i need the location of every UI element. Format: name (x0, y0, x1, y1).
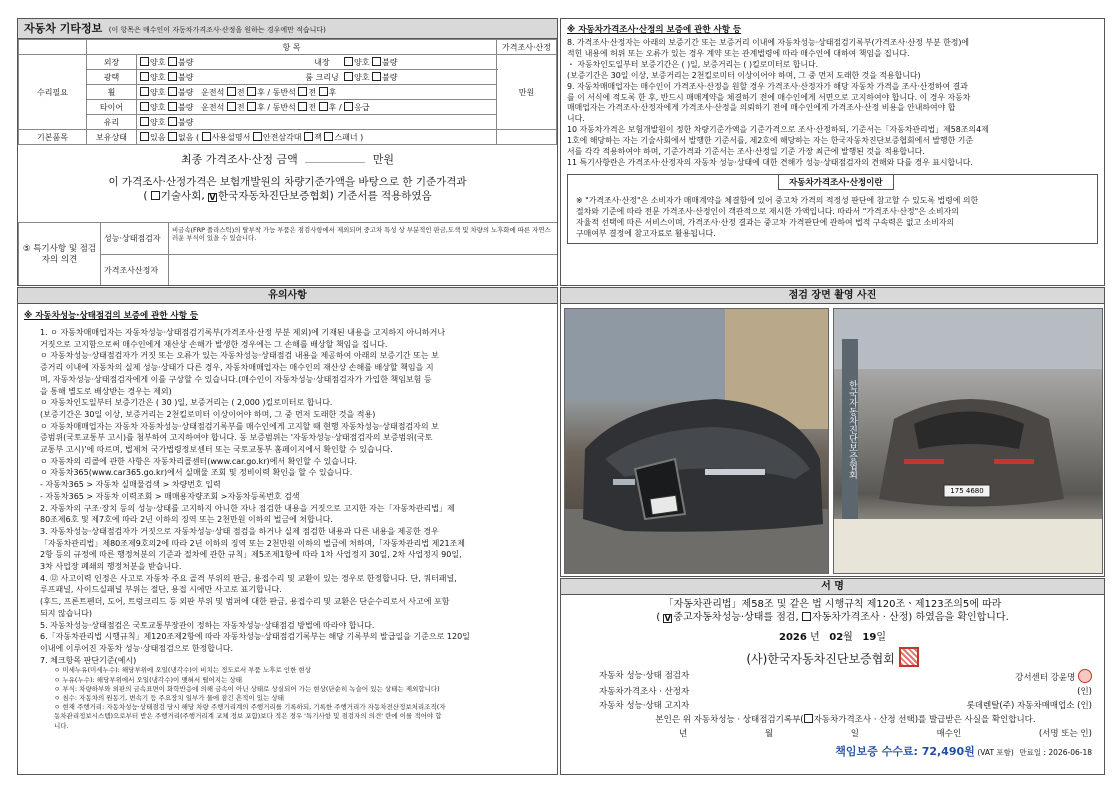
yes-label: 있음 (150, 132, 166, 142)
license-plate: 175 4680 (950, 487, 984, 495)
text-line: 매매업자는 가격조사·산정자에게 가격조사·산정을 의뢰하기 전에 매수인에게 가격조사·산정 비용을 안내하여야 합 (567, 103, 956, 113)
text-line: (후드, 프론트펜더, 도어, 트렁크리드 등 외판 부위 및 범퍼에 대한 판금, 용접수리 및 교환은 단순수리로서 사고에 포함 (40, 597, 450, 607)
kaida-label: 한국자동차진단보증협회) 기준서를 적용하였음 (218, 190, 432, 202)
final-price-label: 최종 가격조사·산정 금액 (180, 153, 298, 166)
date-day: 19 (862, 632, 877, 643)
bad-label: 불량 (382, 57, 398, 67)
row-interior-label: 내장 (314, 57, 330, 67)
bad-label: 불량 (178, 57, 194, 67)
front-label: 전 (236, 87, 245, 97)
caution-list (24, 327, 551, 666)
tire-good-checkbox[interactable] (140, 102, 149, 111)
sign-board: 한국자동차진단보증협회 (847, 379, 857, 479)
special-notes-label: ⑤ 특기사항 및 점검자의 의견 (19, 223, 101, 287)
text-line: 4. ⑫ 사고이력 인정은 사고로 자동차 주요 골격 부위의 판금, 용접수리 및 교환이 있는 경우로 한정합니다. 단, 쿼터패널, (40, 573, 457, 583)
bad-label: 불량 (382, 72, 398, 82)
appraiser-label: 가격조사산정자 (101, 255, 169, 287)
final-price-unit: 만원 (372, 153, 394, 166)
sig-appraiser-value: (인) (1077, 687, 1092, 697)
buyer-year-label: 년 (679, 729, 688, 739)
sig-inspector-label: 자동차 성능·상태 점검자 (599, 671, 690, 681)
wheel-pass-rear-checkbox[interactable] (319, 87, 328, 96)
price-notes-list (567, 38, 1098, 169)
guarantee-fee: 책임보증 수수료: 72,490원 (835, 745, 975, 758)
text-line: 절차와 기준에 따라 전문 가격조사·산정인이 객관적으로 제시한 가액입니다. 따라서 "가격조사·산정"은 소비자의 (576, 206, 959, 216)
rear-label: 후 (257, 87, 265, 97)
inspection-photo-front (564, 308, 829, 574)
price-basis-line1: 이 가격조사·산정가격은 보험개발원의 차량기준가액을 바탕으로 한 기준가격과 (108, 176, 467, 188)
inspector-label: 성능·상태점검자 (101, 223, 169, 255)
confirm-text-b: 자동차가격조사 · 산정 선택)를 발급받은 사실을 확인합니다. (813, 715, 1036, 725)
text-line: 6.「자동차관리법 시행규칙」제120조제2항에 따라 자동차성능·상태점검기록부는 해당 기록부의 발급일을 기준으로 120일 (40, 632, 470, 642)
signature-title: 서 명 (561, 579, 1104, 595)
text-line: 3차 사업장 폐쇄의 행정처분을 받습니다. (40, 562, 182, 572)
inspector-seal-icon (1078, 669, 1092, 683)
year-unit: 년 (810, 632, 820, 643)
gloss-good-checkbox[interactable] (140, 72, 149, 81)
price-notes-section (560, 18, 1105, 286)
text-line: 서를 각각 적용하여야 하며, 기준가격과 기준서는 조사·산정일 기준 가장 최근에 발행된 것을 적용합니다. (567, 147, 925, 157)
good-label: 양호 (150, 87, 166, 97)
text-line: 1호에 해당하는 자는 기술사회에서 발행한 기준서를, 제2호에 해당하는 자는 한국자동차진단보증협회에서 발행한 기준 (567, 136, 974, 146)
triangle-checkbox[interactable] (253, 132, 262, 141)
text-line: ㅇ 자동차성능·상태점검자가 거짓 또는 오류가 있는 자동차성능·상태점검 내용을 제공하여 아래의 보증기간 또는 보 (40, 351, 439, 361)
room-good-checkbox[interactable] (344, 72, 353, 81)
text-line: 동차관리정보시스템)으로부터 받은 주행거리(주행거리계 교체 정보 포함)보다 적은 경우 '특기사항 및 점검자의 의견' 란에 이를 적어야 합 (54, 712, 442, 721)
signature-date (561, 628, 1104, 643)
check-performance-label: 중고자동차성능·상태를 점검, (673, 612, 799, 623)
wheel-bad-checkbox[interactable] (168, 87, 177, 96)
tire-driver-front-checkbox[interactable] (227, 102, 236, 111)
photo-section (560, 287, 1105, 577)
tire-spare-checkbox[interactable] (344, 102, 353, 111)
spanner-checkbox[interactable] (324, 132, 333, 141)
rear-label: 후 (328, 102, 337, 112)
jack-checkbox[interactable] (304, 132, 313, 141)
text-line: 적힌 내용에 허위 또는 오류가 있는 경우 계약 또는 관계법령에 따라 매수인에 대하여 책임을 집니다. (567, 48, 910, 58)
gloss-bad-checkbox[interactable] (168, 72, 177, 81)
other-info-title: 자동차 기타정보 (24, 22, 103, 35)
text-line: 7. 체크항목 판단기준(예시) (40, 655, 137, 665)
kaida-checkbox[interactable]: V (209, 193, 216, 202)
text-line: 증범위(국토교통부 고시)를 첨부하여 고지하여야 합니다. 동 보증범위는 '자동차성능·상태점검자의 보증범위(국토 (40, 433, 433, 443)
other-info-note: (이 항목은 매수인이 자동차가격조사·산정을 원하는 경우에만 적습니다) (108, 26, 326, 34)
row-gloss-label: 광택 (87, 70, 137, 85)
price-unit-won: 만원 (497, 55, 557, 130)
buyer-date-row (599, 727, 1092, 741)
inspector-note: 비금속(FRP 플라스틱)의 탈부착 가능 부품은 점검사항에서 제외되며 중고차 특성 상 부분적인 판금,도색 및 차량의 노후화에 따른 자연스러운 부식이 있을 수 있습니다. (169, 223, 559, 255)
text-line: (보증기간은 30일 이상, 보증거리는 2천킬로미터 이상이어야 하며, 그 중 먼저 도래한 것을 적용합니다) (567, 70, 921, 80)
tech-society-label: 기술사회, (160, 190, 205, 202)
col-price-header: 가격조사·산정 (497, 40, 557, 55)
row-room-label: 룸 크리닝 (305, 72, 339, 82)
text-line: ※ "가격조사·산정"은 소비자가 매매계약을 체결함에 있어 중고차 가격의 적정성 판단에 참고할 수 있도록 법령에 의한 (576, 195, 979, 205)
signature-org: (사)한국자동차진단보증협회 (746, 652, 895, 666)
bad-label: 불량 (178, 72, 194, 82)
expiry-date: 만료일 : 2026-06-18 (1019, 748, 1092, 757)
text-line: ㅇ 누유(누수): 해당부위에서 오일(냉각수)이 맺혀서 떨어지는 상태 (54, 675, 242, 684)
sig-appraiser-label: 자동차가격조사 · 산정자 (599, 687, 690, 697)
text-line: 9. 자동차매매업자는 매수인이 가격조사·산정을 원할 경우 가격조사·산정자가 해당 자동차 가격을 조사·산정하여 결과 (567, 81, 968, 91)
repair-needed-label: 수리필요 (19, 55, 87, 130)
text-line: ・ 자동차인도일부터 보증기간은 ( )일, 보증거리는 ( )킬로미터로 합니다. (567, 59, 819, 69)
jack-label: 잭 (314, 132, 322, 142)
text-line: 거짓으로 고지함으로써 매수인에게 재산상 손해가 발생한 경우에는 그 손해를 배상할 책임을 집니다. (40, 339, 388, 349)
sig-notifier-value: 롯데렌탈(주) 자동차매매업소 (인) (966, 701, 1092, 711)
tire-pass-rear-checkbox[interactable] (319, 102, 328, 111)
front-label: 전 (308, 87, 317, 97)
buyer-label: 매수인 (936, 729, 962, 739)
possession-status-label: 보유상태 (87, 130, 137, 145)
row-exterior-label: 외장 (87, 55, 137, 70)
glass-good-checkbox[interactable] (140, 117, 149, 126)
front-label: 전 (236, 102, 245, 112)
bad-label: 불량 (178, 117, 194, 127)
bad-label: 불량 (178, 87, 194, 97)
confirm-price-checkbox[interactable] (804, 714, 813, 723)
text-line: ㅇ 침수: 자동차의 원동기, 변속기 등 주요장치 일부가 물에 잠긴 흔적이 있는 상태 (54, 694, 284, 702)
inspection-photo-rear (833, 308, 1103, 574)
other-info-table: 항 목 가격조사·산정 수리필요 외장 양호 불량 내장 양호 불량 만원 광택 양호 불량 룸 크리닝 양호 불량 휠 양호 불량 운전석 전 후 / 동반석 전 후 타이어 양호 불량 운전석 전 후 / 동반석 전 후 / 응급 유리 양호 불량 기본품목 보유상태 있음 없음 ( 사용설명서 안전삼각대 잭 스패너 ) (18, 39, 557, 145)
text-line: 되지 않습니다) (40, 608, 93, 618)
text-line: 며, 자동차성능·상태점검자에게 이를 구상할 수 있습니다.(매수인이 자동차성능·상태점검자가 가입한 책임보험 등 (40, 374, 432, 384)
buyer-month-label: 월 (764, 729, 774, 739)
price-box-title: 자동차가격조사·산정이란 (778, 174, 894, 190)
triangle-label: 안전삼각대 (262, 132, 302, 142)
appraiser-note-field[interactable] (169, 255, 559, 287)
text-line: 5. 자동차성능·상태점검은 국토교통부장관이 정하는 자동차성능·상태점검 방법에 따라야 합니다. (40, 620, 375, 630)
driver-seat-label: 운전석 (201, 87, 225, 97)
good-label: 양호 (150, 117, 166, 127)
row-glass-label: 유리 (87, 115, 137, 130)
text-line: 니다. (567, 114, 585, 124)
other-info-section: 자동차 기타정보 (이 항목은 매수인이 자동차가격조사·산정을 원하는 경우에만 적습니다) 항 목 가격조사·산정 수리필요 외장 양호 불량 내장 양호 불량 만원 광택 양호 불량 룸 크리닝 양호 불량 휠 양호 불량 운전석 전 후 / 동반석 전 후 타이어 양호 불량 운전석 전 후 / 동반석 전 후 / 응급 유리 양호 불량 기본품목 보유상태 있음 없음 ( 사용설명서 안전삼각대 잭 스패너 ) 최종 가격조사·산정 금액 만원 이 가격조사·산정가격은 보험개발원의 차량기준가액을 바탕으로 한 기준가격과 ( 기술사회, V 한국자동차진단보증협회) 기준서를 적용하였음 ⑤ 특기사항 및 점검자의 의견 성능·상태점검자 비금속(FRP 플라스틱)의 탈부착 가능 부품은 점검사항에서 제외되며 중고차 특성 상 부분적인 판금,도색 및 차량의 노후화에 따른 자연스러운 부식이 있을 수 있습니다. 가격조사산정자 (17, 18, 558, 286)
exterior-good-checkbox[interactable] (140, 57, 149, 66)
text-line: 을 통해 별도로 배상받는 경우는 제외) (40, 386, 172, 396)
car-front-illustration (565, 309, 829, 574)
text-line: ㅇ 자동차매매업자는 자동차 자동차성능·상태점검기록부를 매수인에게 고지할 때 현행 자동차성능·상태점검자의 보 (40, 421, 439, 431)
check-price-label: 자동차가격조사 · 산정) 하였음을 확인합니다. (811, 612, 1009, 623)
tech-society-checkbox[interactable] (151, 191, 160, 200)
driver-seat-label: 운전석 (201, 102, 225, 112)
sig-inspector-value: 강서센터 강윤명 (1015, 673, 1076, 683)
buyer-day-label: 일 (850, 729, 859, 739)
text-line: ㅇ 미세누유(미세누수): 해당부위에 오일(냉각수)이 비치는 정도로서 부품 노후로 인한 현상 (54, 666, 311, 675)
text-line: 교통부 고시)'에 따르며, 법제처 국가법령정보센터 또는 국토교통부 홈페이지에서 확인할 수 있습니다. (40, 445, 393, 455)
rear-label: 후 (328, 87, 337, 97)
text-line: 구매여부 결정에 참고자료로 활용됩니다. (576, 228, 716, 238)
buyer-sign-field[interactable]: (서명 또는 인) (1038, 729, 1092, 739)
bad-label: 불량 (178, 102, 194, 112)
interior-good-checkbox[interactable] (344, 57, 353, 66)
text-line: 3. 자동차성능·상태점검자가 거짓으로 자동차성능·상태 점검을 하거나 실제 점검한 내용과 다른 내용을 제공한 경우 (40, 526, 439, 536)
wheel-driver-rear-checkbox[interactable] (247, 87, 256, 96)
row-wheel-label: 휠 (87, 85, 137, 100)
text-line: ㅇ 자동차인도일부터 보증기간은 ( 30 )일, 보증거리는 ( 2,000 )킬로미터로 합니다. (40, 398, 333, 408)
text-line: 2. 자동차의 구조·장치 등의 성능·상태를 고지하지 아니한 자나 점검한 내용을 거짓으로 고지한 자는「자동차관리법」제 (40, 503, 455, 513)
tire-bad-checkbox[interactable] (168, 102, 177, 111)
basic-no-checkbox[interactable] (168, 132, 177, 141)
price-notes-title: ※ 자동차가격조사·산정의 보증에 관한 사항 등 (567, 25, 742, 35)
check-performance-checkbox[interactable]: V (664, 614, 671, 623)
signature-section: 서 명 「자동차관리법」제58조 및 같은 법 시행규칙 제120조ㆍ제123조의5에 따라 ( V 중고자동차성능·상태를 점검, 자동차가격조사 · 산정) 하였음을 확인합니다. 2026 년 02월 19일 (사)한국자동차진단보증협회 자동차 성능·상태 점검자 강서센터 강윤명 자동차가격조사 · 산정자 (인) 자동차 성능·상태 고지자 롯데렌탈(주) 자동차매매업소 (인) 본인은 위 자동차성능 · 상태점검기록부( 자동차가격조사 · 산정 선택)를 발급받은 사실을 확인합니다. 년 월 일 매수인 (서명 또는 인) 책임보증 수수료: 72,490원 (VAT 포함) 만료일 : 2026-06-18 (560, 578, 1105, 775)
tire-driver-rear-checkbox[interactable] (247, 102, 256, 111)
text-line: 를 이 서식에 적도록 한 후, 반드시 매매계약을 체결하기 전에 매수인에게 서면으로 고지하여야 합니다. 이 경우 자동차 (567, 92, 971, 102)
rear-label: 후 (257, 102, 265, 112)
date-month: 02 (829, 632, 844, 643)
org-seal-icon (899, 647, 919, 667)
wheel-driver-front-checkbox[interactable] (227, 87, 236, 96)
no-label: 없음 (178, 132, 194, 142)
tire-pass-front-checkbox[interactable] (298, 102, 307, 111)
text-line: 니다. (54, 721, 69, 730)
text-line: - 자동차365 > 자동차 실매물검색 > 차량번호 입력 (40, 480, 221, 490)
passenger-seat-label: 동반석 (272, 102, 296, 112)
confirm-text-a: 본인은 위 자동차성능 · 상태점검기록부( (655, 715, 804, 725)
wheel-good-checkbox[interactable] (140, 87, 149, 96)
special-notes-table (18, 222, 558, 286)
good-label: 양호 (150, 102, 166, 112)
good-label: 양호 (354, 57, 370, 67)
text-line: 10 자동차가격은 보험개발원이 정한 차량기준가액을 기준가격으로 조사·산정하되, 기준서는「자동차관리법」제58조의4제 (567, 125, 989, 135)
sig-notifier-label: 자동차 성능·상태 고지자 (599, 701, 690, 711)
text-line: 11 특기사항란은 가격조사·산정자의 자동차 성능·상태에 대한 견해가 성능·상태점검자의 견해와 다를 경우 표시합니다. (567, 157, 973, 167)
room-bad-checkbox[interactable] (372, 72, 381, 81)
fee-vat: (VAT 포함) (977, 748, 1014, 757)
caution-section (17, 287, 558, 775)
text-line: 루프패널, 사이드실패널 부위는 절단, 용접 시에만 사고로 표기합니다. (40, 585, 282, 595)
glass-bad-checkbox[interactable] (168, 117, 177, 126)
text-line: ㅇ 부식: 차량하부와 외판의 금속표면이 화학반응에 의해 금속이 아닌 상태로 상실되어 가는 현상(단순히 녹슬어 있는 상태는 제외합니다) (54, 684, 440, 693)
date-year: 2026 (779, 632, 807, 643)
spanner-label: 스패너 (334, 132, 358, 142)
text-line: - 자동차365 > 자동차 이력조회 > 매매용자량조회 >자동차등록번호 검색 (40, 491, 300, 501)
photo-title: 점검 장면 촬영 사진 (561, 288, 1104, 304)
text-line: 80조제6호 및 제7호에 따라 2년 이하의 징역 또는 2천만원 이하의 벌금에 처합니다. (40, 515, 333, 525)
passenger-seat-label: 동반석 (272, 87, 296, 97)
text-line: 2항 등의 규정에 따른 행정처분의 기준과 절차에 관한 규칙」제5조제1항에 따라 1차 사업정지 30일, 2차 사업정지 90일, (40, 550, 462, 560)
text-line: 자율적 선택에 따른 서비스이며, 가격조사·산정 결과는 중고차 가격판단에 관하여 법적 구속력은 없고 소비자의 (576, 217, 955, 227)
day-unit: 일 (876, 632, 886, 643)
exterior-bad-checkbox[interactable] (168, 57, 177, 66)
check-price-checkbox[interactable] (802, 612, 811, 621)
signature-law-line: 「자동차관리법」제58조 및 같은 법 시행규칙 제120조ㆍ제123조의5에 따라 (663, 599, 1002, 610)
month-unit: 월 (843, 632, 853, 643)
manual-checkbox[interactable] (202, 132, 211, 141)
criteria-list (24, 666, 551, 730)
text-line: (보증기간은 30일 이상, 보증거리는 2천킬로미터 이상이어야 하며, 그 중 먼저 도래한 것을 적용) (40, 409, 376, 419)
col-item-header: 항 목 (87, 40, 497, 55)
row-tire-label: 타이어 (87, 100, 137, 115)
interior-bad-checkbox[interactable] (372, 57, 381, 66)
text-line: 증거리 이내에 자동차의 실제 성능·상태가 다른 경우, 자동차매매업자는 매수인의 재산상 손해를 배상할 책임을 지 (40, 363, 434, 373)
text-line: 이내에 이루어진 자동차 성능·상태점검으로 한정합니다. (40, 643, 233, 653)
text-line: 8. 가격조사·산정자는 아래의 보증기간 또는 보증거리 이내에 자동차성능·상태점검기록부(가격조사·산정 부분 한정)에 (567, 38, 970, 47)
text-line: ㅇ 자동차365(www.car365.go.kr)에서 실매물 조회 및 정비이력 확인을 할 수 있습니다. (40, 468, 353, 478)
basic-items-label: 기본품목 (19, 130, 87, 145)
wheel-pass-front-checkbox[interactable] (298, 87, 307, 96)
text-line: 1. ㅇ 자동차매매업자는 자동차성능·상태점검기록부(가격조사·산정 부분 제외)에 기재된 내용을 고지하지 아니하거나 (40, 328, 446, 337)
front-label: 전 (308, 102, 317, 112)
good-label: 양호 (150, 57, 166, 67)
text-line: ㅇ 자동차의 리콜에 관한 사항은 자동차리콜센터(www.car.go.kr)에서 확인할 수 있습니다. (40, 456, 358, 466)
final-price-input[interactable] (305, 162, 365, 163)
caution-title: 유의사항 (18, 288, 557, 304)
text-line: 「자동차관리법」제80조제9호의2에 따라 2년 이하의 징역 또는 2천만원 이하의 벌금에 처하며,「자동차관리법 제21조제 (40, 538, 465, 548)
car-rear-illustration (834, 309, 1103, 574)
manual-label: 사용설명서 (211, 132, 251, 142)
good-label: 양호 (150, 72, 166, 82)
basic-yes-checkbox[interactable] (140, 132, 149, 141)
caution-subtitle: ※ 자동차성능·상태점검의 보증에 관한 사항 등 (24, 311, 199, 321)
text-line: ㅇ 현재 주행거리: 자동차성능·상태점검 당시 해당 차량 주행거리계의 주행거리를 기록하되, 기록한 주행거리가 자동차전산정보처리조직(자 (54, 703, 446, 712)
good-label: 양호 (354, 72, 370, 82)
spare-label: 응급 (354, 102, 370, 112)
